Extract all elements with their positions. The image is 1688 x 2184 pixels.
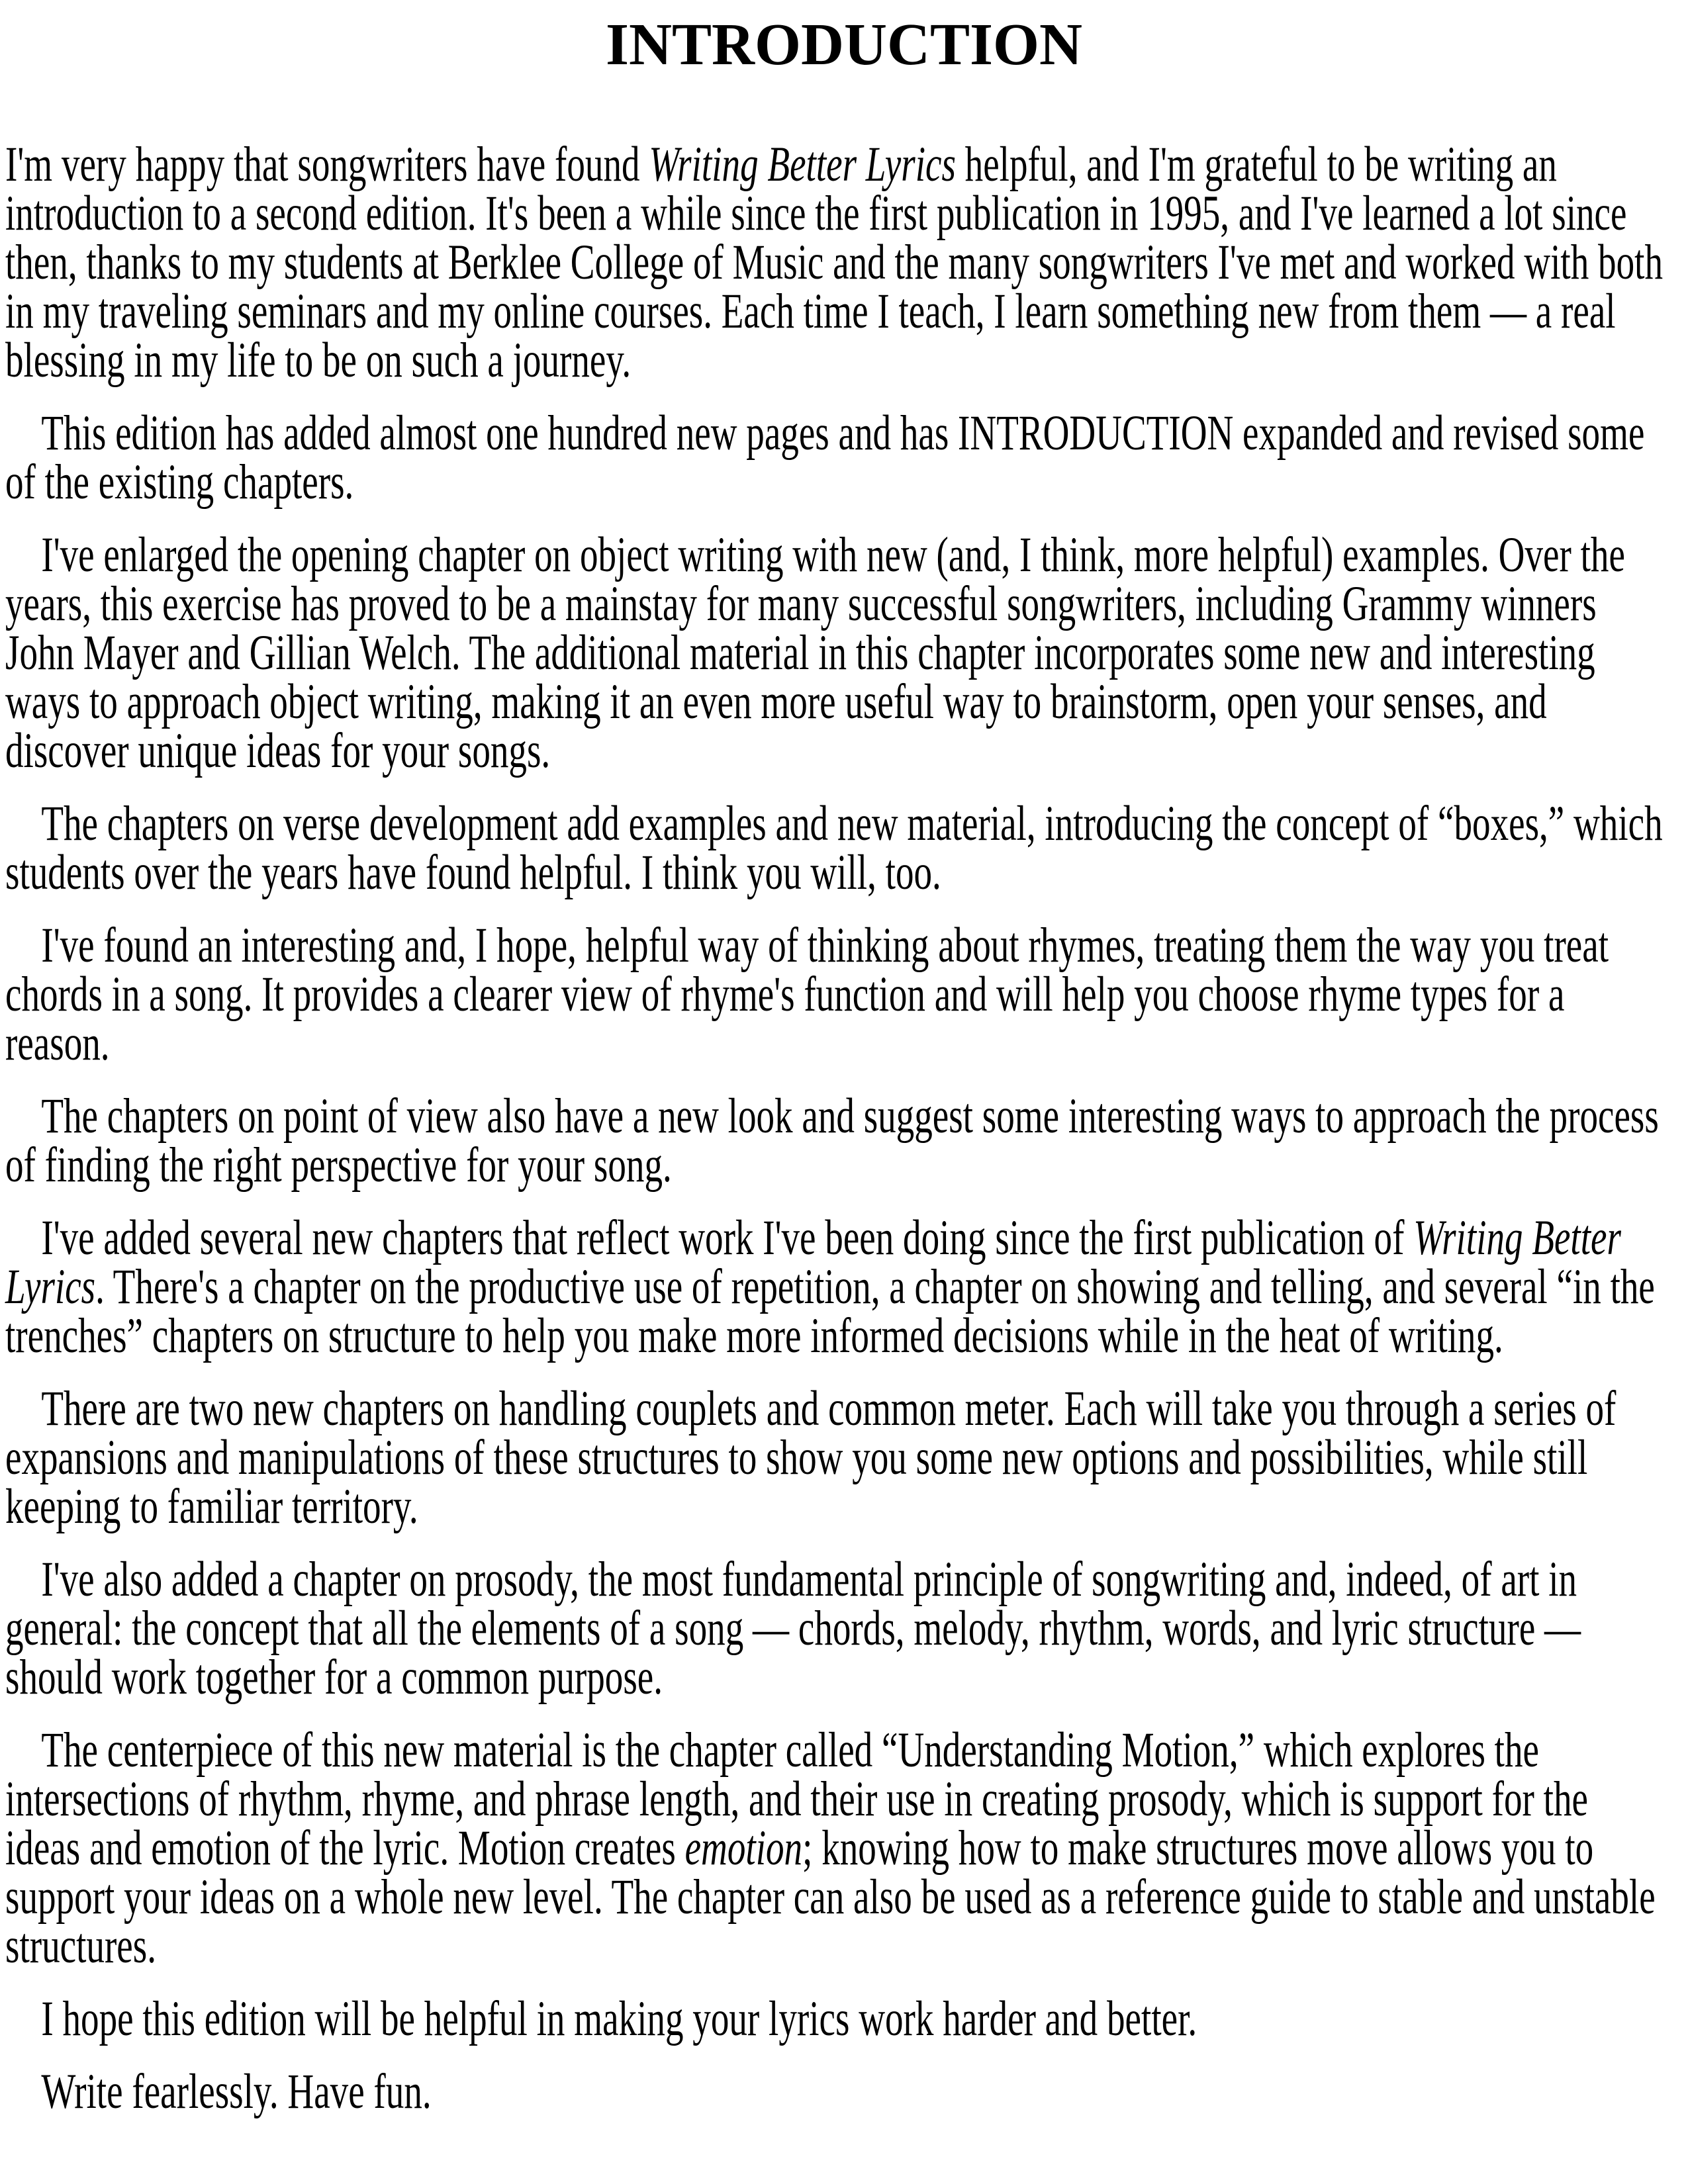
text-run: Write fearlessly. Have fun. [41,2064,432,2119]
text-run: I'm very happy that songwriters have found [5,137,649,192]
text-run: I've also added a chapter on prosody, the most fundamental principle of songwriting and, indeed, of art in general: the concept that all the elements of a song — chords, melody, rhythm, words, and lyric structure — should work together for a common purpose. [5,1552,1581,1705]
text-run: ; knowing how to make structures move allows you to support your ideas on a whole new level. The chapter can also be used as a reference guide to stable and unstable structures. [5,1821,1656,1974]
paragraph [5,1089,1664,1193]
page-title: INTRODUCTION [605,12,1083,77]
text-run: The chapters on point of view also have a new look and suggest some interesting ways to approach the process of finding the right perspective for your song. [5,1089,1659,1193]
text-run: There are two new chapters on handling couplets and common meter. Each will take you through a series of expansions and manipulations of these structures to show you some new options and possibilities, while still keeping to familiar territory. [5,1381,1617,1534]
text-run: helpful, and I'm grateful to be writing an introduction to a second edition. It's been a while since the first publication in 1995, and I've learned a lot since then, thanks to my students at Berklee College of Music and the many songwriters I've met and worked with both in my traveling seminars and my online courses. Each time I teach, I learn something new from them — a real blessing in my life to be on such a journey. [5,137,1663,388]
paragraph [5,1210,1664,1363]
text-run: The chapters on verse development add examples and new material, introducing the concept of “boxes,” which students over the years have found helpful. I think you will, too. [5,796,1663,900]
text-run: This edition has added almost one hundred new pages and has INTRODUCTION expanded and revised some of the existing chapters. [5,406,1645,510]
paragraph [5,1552,1664,1705]
paragraph [5,918,1664,1071]
text-run: I've found an interesting and, I hope, helpful way of thinking about rhymes, treating them the way you treat chords in a song. It provides a clearer view of rhyme's function and will help you choose rhyme types for a reason. [5,918,1609,1071]
text-run: . There's a chapter on the productive use of repetition, a chapter on showing and telling, and several “in the trenches” chapters on structure to help you make more informed decisions while in the heat of writing. [5,1259,1655,1363]
book-page [0,11,1688,2184]
paragraph [5,1381,1664,1534]
paragraph [5,406,1664,510]
paragraph [5,1991,1664,2046]
paragraph [5,2064,1664,2119]
italic-text: Writing Better Lyrics [5,1210,1621,1314]
paragraph [5,137,1664,388]
text-run: I've added several new chapters that reflect work I've been doing since the first publication of [41,1210,1414,1265]
paragraph [5,1723,1664,1974]
body-text [5,137,1664,2119]
paragraph [5,527,1664,778]
text-run: I've enlarged the opening chapter on object writing with new (and, I think, more helpful) examples. Over the years, this exercise has proved to be a mainstay for many successful songwriters, including Grammy winners John Mayer and Gillian Welch. The additional material in this chapter incorporates some new and interesting ways to approach object writing, making it an even more useful way to brainstorm, open your senses, and discover unique ideas for your songs. [5,527,1625,778]
text-run: The centerpiece of this new material is the chapter called “Understanding Motion,” which explores the intersections of rhythm, rhyme, and phrase length, and their use in creating prosody, which is support for the ideas and emotion of the lyric. Motion creates [5,1723,1588,1876]
paragraph [5,796,1664,900]
italic-text: Writing Better Lyrics [649,137,956,192]
text-run: I hope this edition will be helpful in making your lyrics work harder and better. [41,1991,1197,2046]
italic-text: emotion [684,1821,803,1876]
